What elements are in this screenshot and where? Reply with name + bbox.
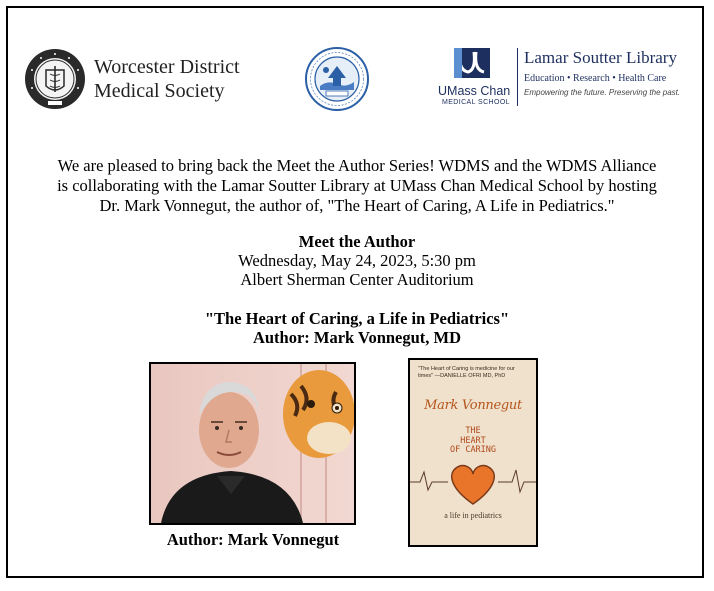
cover-title-line-3: OF CARING: [449, 445, 497, 455]
author-photo: [149, 362, 356, 525]
event-location: Albert Sherman Center Auditorium: [240, 270, 474, 289]
wdms-name-line1: Worcester District: [94, 56, 240, 78]
event-date: Wednesday, May 24, 2023, 5:30 pm: [238, 251, 476, 270]
event-heading: Meet the Author: [298, 232, 416, 251]
announcement-line-3: Dr. Mark Vonnegut, the author of, "The Heart of Caring, A Life in Pediatrics.": [99, 196, 615, 215]
book-title: "The Heart of Caring, a Life in Pediatrics": [204, 309, 510, 328]
umass-library-logo: [436, 46, 686, 110]
wdms-seal-icon: [24, 48, 86, 110]
library-motto: Empowering the future. Preserving the past.: [524, 88, 681, 97]
photo-caption: Author: Mark Vonnegut: [166, 530, 340, 549]
umass-school: MEDICAL SCHOOL: [442, 99, 510, 106]
author-portrait-icon: [151, 364, 354, 523]
book-cover: [408, 358, 538, 547]
library-tagline: Education • Research • Health Care: [524, 73, 667, 84]
alliance-seal-icon: [304, 46, 370, 112]
umass-name: UMass Chan: [438, 84, 511, 98]
announcement-text: [16, 156, 698, 216]
cover-subtitle: a life in pediatrics: [444, 511, 502, 520]
announcement-line-2: is collaborating with the Lamar Soutter Library at UMass Chan Medical School by hosting: [57, 176, 657, 195]
heart-ekg-icon: [410, 456, 536, 508]
cover-title-line-1: THE: [465, 426, 481, 436]
cover-blurb: "The Heart of Caring is medicine for our times" —DANIELLE OFRI MD, PhD: [418, 366, 515, 379]
book-author: Author: Mark Vonnegut, MD: [252, 328, 462, 347]
cover-author: Mark Vonnegut: [424, 398, 522, 413]
wdms-name: [94, 55, 240, 103]
library-name: Lamar Soutter Library: [524, 48, 677, 67]
wdms-logo: [24, 48, 240, 110]
book-info: [16, 309, 698, 347]
logo-divider: [517, 48, 518, 106]
event-details: [16, 232, 698, 289]
cover-title-line-2: HEART: [460, 435, 486, 446]
announcement-line-1: We are pleased to bring back the Meet the Author Series! WDMS and the WDMS Alliance: [57, 156, 657, 175]
wdms-name-line2: Medical Society: [94, 80, 225, 102]
cover-title: [410, 427, 536, 456]
